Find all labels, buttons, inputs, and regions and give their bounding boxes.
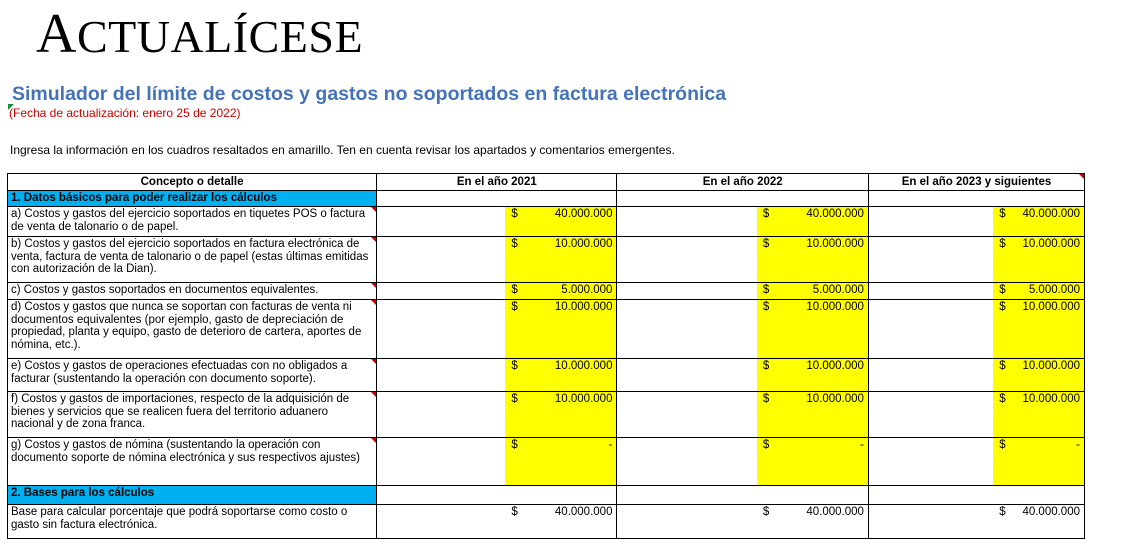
blank-cell [377,438,506,486]
input-cell-2023[interactable]: $ 10.000.000 [993,359,1084,392]
blank-cell [868,359,993,392]
input-cell-2022[interactable]: $ 10.000.000 [757,237,869,283]
row-concept: a) Costos y gastos del ejercicio soportados en tiquetes POS o factura de venta de talonario o de papel. [8,207,377,237]
input-cell-2021[interactable]: $ 10.000.000 [505,392,617,438]
blank-cell [617,359,757,392]
blank-cell [993,486,1084,505]
blank-cell [617,191,757,207]
blank-cell [617,237,757,283]
blank-cell [617,486,757,505]
blank-cell [377,207,506,237]
comment-marker-icon[interactable] [371,283,376,288]
input-cell-2023[interactable]: $ 40.000.000 [993,207,1084,237]
blank-cell [617,392,757,438]
blank-cell [617,207,757,237]
blank-cell [868,486,993,505]
blank-cell [617,505,757,539]
input-cell-2022[interactable]: $ - [757,438,869,486]
input-cell-2022[interactable]: $ 10.000.000 [757,359,869,392]
input-cell-2021[interactable]: $ - [505,438,617,486]
comment-marker-icon[interactable] [371,359,376,364]
comment-marker-icon[interactable] [371,237,376,242]
input-cell-2022[interactable]: $ 40.000.000 [757,207,869,237]
input-cell-2023[interactable]: $ 10.000.000 [993,300,1084,359]
simulator-table [7,173,1085,539]
blank-cell [377,300,506,359]
input-cell-2021[interactable]: $ 40.000.000 [505,207,617,237]
section-2-title: 2. Bases para los cálculos [8,486,377,505]
input-cell-2023[interactable]: $ 5.000.000 [993,283,1084,300]
instructions-text: Ingresa la información en los cuadros resaltados en amarillo. Ten en cuenta revisar los apartados y comentarios emergentes. [10,143,675,157]
blank-cell [505,486,617,505]
blank-cell [868,505,993,539]
calculated-cell-2021: $ 40.000.000 [505,505,617,539]
blank-cell [868,283,993,300]
comment-marker-icon[interactable] [371,392,376,397]
row-concept: g) Costos y gastos de nómina (sustentando la operación con documento soporte de nómina electrónica y sus respectivos ajustes) [8,438,377,486]
blank-cell [617,283,757,300]
blank-cell [868,438,993,486]
actualicese-logo: ACTUALÍCESE [36,3,364,65]
input-cell-2021[interactable]: $ 10.000.000 [505,359,617,392]
page-title: Simulador del límite de costos y gastos no soportados en factura electrónica [12,83,727,105]
row-concept: d) Costos y gastos que nunca se soportan con facturas de venta ni documentos equivalentes (por ejemplo, gasto de depreciación de propiedad, planta y equipo, gasto de deterioro de cartera, aportes de nómina, etc.). [8,300,377,359]
input-cell-2022[interactable]: $ 5.000.000 [757,283,869,300]
section-1-title: 1. Datos básicos para poder realizar los cálculos [8,191,377,207]
header-2021: En el año 2021 [377,174,617,191]
comment-marker-icon[interactable] [371,300,376,305]
comment-marker-icon[interactable] [1079,174,1084,179]
header-concept: Concepto o detalle [8,174,377,191]
row-concept: Base para calcular porcentaje que podrá soportarse como costo o gasto sin factura electrónica. [8,505,377,539]
blank-cell [993,191,1084,207]
input-cell-2022[interactable]: $ 10.000.000 [757,300,869,359]
blank-cell [868,392,993,438]
blank-cell [757,486,869,505]
calculated-cell-2022: $ 40.000.000 [757,505,869,539]
comment-marker-icon[interactable] [371,207,376,212]
input-cell-2021[interactable]: $ 5.000.000 [505,283,617,300]
calculated-cell-2023: $ 40.000.000 [993,505,1084,539]
blank-cell [868,300,993,359]
blank-cell [617,300,757,359]
blank-cell [377,359,506,392]
blank-cell [377,283,506,300]
header-2023: En el año 2023 y siguientes [868,174,1084,191]
input-cell-2021[interactable]: $ 10.000.000 [505,300,617,359]
blank-cell [377,191,506,207]
blank-cell [377,505,506,539]
blank-cell [377,486,506,505]
header-2022: En el año 2022 [617,174,868,191]
blank-cell [377,237,506,283]
input-cell-2022[interactable]: $ 10.000.000 [757,392,869,438]
input-cell-2023[interactable]: $ - [993,438,1084,486]
blank-cell [617,438,757,486]
row-concept: e) Costos y gastos de operaciones efectuadas con no obligados a facturar (sustentando la operación con documento soporte). [8,359,377,392]
comment-marker-icon[interactable] [371,438,376,443]
blank-cell [868,207,993,237]
blank-cell [505,191,617,207]
row-concept: b) Costos y gastos del ejercicio soportados en factura electrónica de venta, factura de venta de talonario o de papel (estas últimas emitidas con autorización de la Dian). [8,237,377,283]
blank-cell [377,392,506,438]
input-cell-2023[interactable]: $ 10.000.000 [993,392,1084,438]
input-cell-2021[interactable]: $ 10.000.000 [505,237,617,283]
blank-cell [757,191,869,207]
row-concept: c) Costos y gastos soportados en documentos equivalentes. [8,283,377,300]
input-cell-2023[interactable]: $ 10.000.000 [993,237,1084,283]
update-date: (Fecha de actualización: enero 25 de 2022) [9,106,241,120]
blank-cell [868,191,993,207]
row-concept: f) Costos y gastos de importaciones, respecto de la adquisición de bienes y servicios que se realicen fuera del territorio aduanero nacional y de zona franca. [8,392,377,438]
blank-cell [868,237,993,283]
